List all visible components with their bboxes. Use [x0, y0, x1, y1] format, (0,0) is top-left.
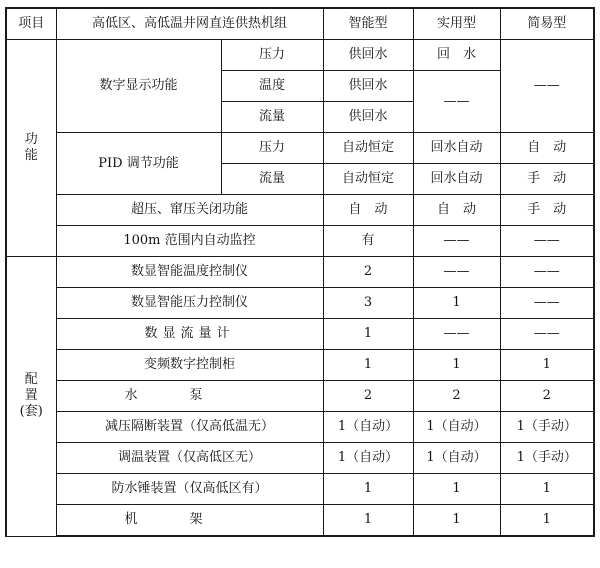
table-row [6, 40, 594, 71]
table-row [6, 412, 594, 443]
header-simple: 简易型 [500, 8, 594, 40]
cell-practical: 1（自动） [413, 443, 500, 474]
cell-smart: 供回水 [323, 102, 413, 133]
cell-smart: 自动恒定 [323, 133, 413, 164]
sub-label: 温度 [221, 71, 323, 102]
table-row [6, 443, 594, 474]
cell-practical: 1 [413, 474, 500, 505]
cell-simple: 1 [500, 350, 594, 381]
cell-smart: 1 [323, 505, 413, 537]
row-label: 100m 范围内自动监控 [56, 226, 323, 257]
cell-practical: 1 [413, 288, 500, 319]
header-practical: 实用型 [413, 8, 500, 40]
cell-simple: —— [500, 40, 594, 133]
header-desc: 高低区、高低温井网直连供热机组 [56, 8, 323, 40]
cell-smart: 有 [323, 226, 413, 257]
cell-practical: —— [413, 71, 500, 133]
cell-simple: 手 动 [500, 195, 594, 226]
row-label: 机架 [56, 505, 323, 537]
sub-label: 压力 [221, 40, 323, 71]
cell-practical: 1（自动） [413, 412, 500, 443]
row-label: 变频数字控制柜 [56, 350, 323, 381]
table-row [6, 474, 594, 505]
cell-smart: 自动恒定 [323, 164, 413, 195]
cell-smart: 自 动 [323, 195, 413, 226]
row-label: 调温装置（仅高低区无） [56, 443, 323, 474]
cell-smart: 1（自动） [323, 443, 413, 474]
cell-simple: 1（手动） [500, 443, 594, 474]
cell-practical: 回 水 [413, 40, 500, 71]
row-label: 超压、窜压关闭功能 [56, 195, 323, 226]
header-item: 项目 [6, 8, 56, 40]
row-label: 数显流量计 [56, 319, 323, 350]
category-char: 配 [24, 372, 38, 388]
sub-label: 流量 [221, 164, 323, 195]
digital-display-label: 数字显示功能 [56, 40, 221, 133]
header-smart: 智能型 [323, 8, 413, 40]
cell-simple: 1 [500, 474, 594, 505]
cell-smart: 2 [323, 257, 413, 288]
cell-practical: 自 动 [413, 195, 500, 226]
cell-smart: 供回水 [323, 40, 413, 71]
table-row [6, 133, 594, 164]
table-row [6, 257, 594, 288]
cell-simple: —— [500, 226, 594, 257]
cell-simple: —— [500, 257, 594, 288]
row-label: 减压隔断装置（仅高低温无） [56, 412, 323, 443]
cell-practical: 回水自动 [413, 164, 500, 195]
cell-simple: 自 动 [500, 133, 594, 164]
cell-practical: 回水自动 [413, 133, 500, 164]
cell-smart: 1 [323, 474, 413, 505]
header-row [6, 8, 594, 40]
cell-practical: 1 [413, 505, 500, 537]
cell-smart: 2 [323, 381, 413, 412]
sub-label: 流量 [221, 102, 323, 133]
table-row [6, 195, 594, 226]
row-label: 水泵 [56, 381, 323, 412]
sub-label: 压力 [221, 133, 323, 164]
category-char: 功 [24, 132, 38, 147]
cell-smart: 供回水 [323, 71, 413, 102]
category-char: 置 [24, 388, 38, 404]
cell-practical: 1 [413, 350, 500, 381]
table-row [6, 288, 594, 319]
table-row [6, 226, 594, 257]
category-char: (套) [19, 404, 43, 420]
row-label: 数显智能温度控制仪 [56, 257, 323, 288]
cell-simple: 1 [500, 505, 594, 537]
table-row [6, 505, 594, 537]
spec-table [5, 7, 595, 537]
pid-label: PID 调节功能 [56, 133, 221, 195]
cell-simple: 1（手动） [500, 412, 594, 443]
cell-practical: —— [413, 226, 500, 257]
cell-simple: 手 动 [500, 164, 594, 195]
cell-simple: 2 [500, 381, 594, 412]
cell-simple: —— [500, 288, 594, 319]
cell-smart: 1 [323, 319, 413, 350]
cell-smart: 1（自动） [323, 412, 413, 443]
cell-simple: —— [500, 319, 594, 350]
row-label: 数显智能压力控制仪 [56, 288, 323, 319]
cell-practical: 2 [413, 381, 500, 412]
row-label: 防水锤装置（仅高低区有） [56, 474, 323, 505]
cell-smart: 1 [323, 350, 413, 381]
spec-table-container [5, 7, 595, 537]
cell-practical: —— [413, 319, 500, 350]
cell-smart: 3 [323, 288, 413, 319]
table-row [6, 350, 594, 381]
category-config [6, 257, 56, 537]
category-char: 能 [24, 148, 38, 163]
cell-practical: —— [413, 257, 500, 288]
table-row [6, 319, 594, 350]
table-row [6, 381, 594, 412]
category-function [6, 40, 56, 257]
